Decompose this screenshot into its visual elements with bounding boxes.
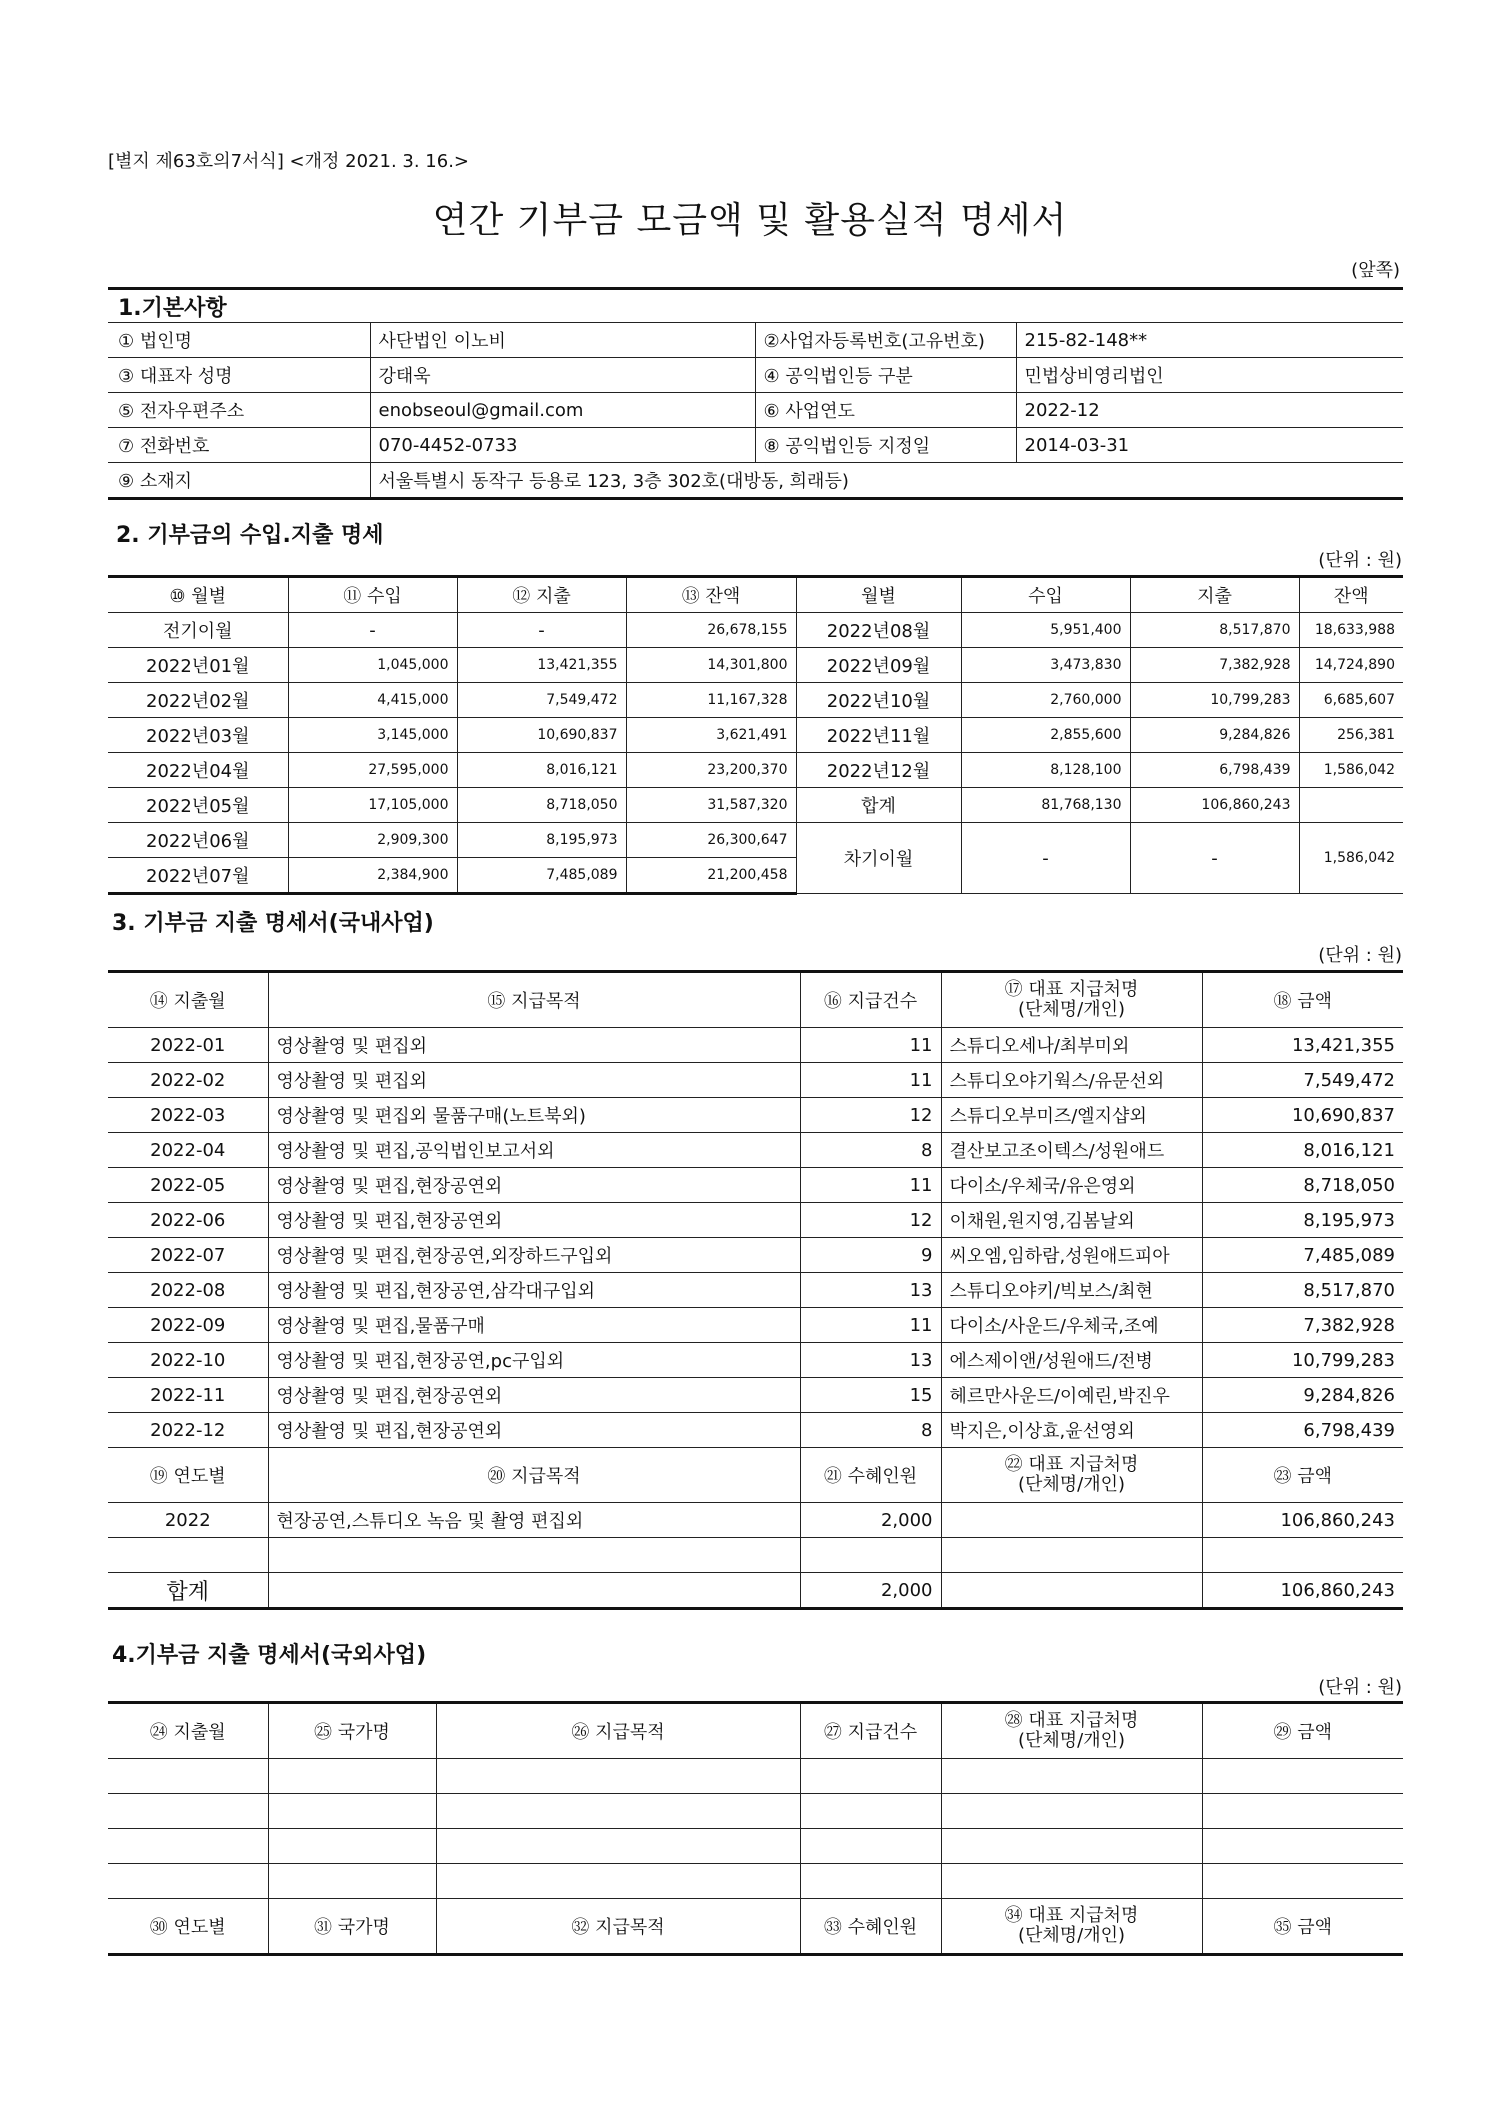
month-cell: 2022-02 <box>108 1063 268 1098</box>
carry-over-expense: - <box>1130 823 1299 894</box>
col-header: ㉑ 수혜인원 <box>800 1448 941 1503</box>
empty-cell <box>800 1538 941 1573</box>
header-line: ㉞ 대표 지급처명 <box>1004 1905 1139 1926</box>
amount-cell: 6,798,439 <box>1202 1413 1403 1448</box>
field-label: ① 법인명 <box>108 323 370 358</box>
balance-cell: 3,621,491 <box>626 718 796 753</box>
payee-cell: 스튜디오세나/최부미외 <box>941 1028 1202 1063</box>
expense-total: 106,860,243 <box>1130 788 1299 823</box>
purpose-cell: 영상촬영 및 편집,현장공연,외장하드구입외 <box>268 1238 800 1273</box>
total-label: 합계 <box>796 788 961 823</box>
header-line: (단체명/개인) <box>1017 1730 1126 1751</box>
purpose-cell: 영상촬영 및 편집,현장공연,삼각대구입외 <box>268 1273 800 1308</box>
count-cell: 15 <box>800 1378 941 1413</box>
form-number: [별지 제63호의7서식] <개정 2021. 3. 16.> <box>108 151 469 172</box>
empty-cell <box>941 1829 1202 1864</box>
header-line: (단체명/개인) <box>1017 1474 1126 1495</box>
col-header: 수입 <box>961 577 1130 613</box>
carry-over-label: 차기이월 <box>796 823 961 894</box>
corp-name-value: 사단법인 이노비 <box>370 323 755 358</box>
count-cell: 13 <box>800 1343 941 1378</box>
month-cell: 2022-05 <box>108 1168 268 1203</box>
payee-cell: 이채원,원지영,김봄날외 <box>941 1203 1202 1238</box>
count-cell: 8 <box>800 1413 941 1448</box>
amount-cell: 106,860,243 <box>1202 1503 1403 1538</box>
amount-cell: 8,718,050 <box>1202 1168 1403 1203</box>
purpose-cell: 영상촬영 및 편집외 물품구매(노트북외) <box>268 1098 800 1133</box>
expense-cell: 10,690,837 <box>457 718 626 753</box>
total-label: 합계 <box>108 1573 268 1609</box>
purpose-cell: 영상촬영 및 편집외 <box>268 1028 800 1063</box>
table-row <box>108 1829 1403 1864</box>
empty-cell <box>108 1759 268 1794</box>
balance-cell: 26,678,155 <box>626 613 796 648</box>
payee-cell: 박지은,이상효,윤선영외 <box>941 1413 1202 1448</box>
phone-value: 070-4452-0733 <box>370 428 755 463</box>
purpose-cell: 영상촬영 및 편집,공익법인보고서외 <box>268 1133 800 1168</box>
expense-cell: 8,718,050 <box>457 788 626 823</box>
balance-cell: 14,301,800 <box>626 648 796 683</box>
amount-total: 106,860,243 <box>1202 1573 1403 1609</box>
section-3-heading: 3. 기부금 지출 명세서(국내사업) <box>112 911 434 936</box>
col-header: ⑱ 금액 <box>1202 972 1403 1028</box>
purpose-cell: 영상촬영 및 편집,현장공연외 <box>268 1168 800 1203</box>
table-row <box>108 1273 1403 1308</box>
col-header: 잔액 <box>1299 577 1403 613</box>
empty-cell <box>268 1829 436 1864</box>
carry-over-balance: 1,586,042 <box>1299 823 1403 894</box>
balance-cell <box>1299 788 1403 823</box>
table-row <box>108 648 1403 683</box>
expense-cell: 8,517,870 <box>1130 613 1299 648</box>
col-header <box>941 1703 1202 1759</box>
payee-cell: 결산보고조이텍스/성원애드 <box>941 1133 1202 1168</box>
total-row <box>108 1573 1403 1609</box>
empty-cell <box>108 1538 268 1573</box>
col-header: ⑯ 지급건수 <box>800 972 941 1028</box>
col-header: ㉔ 지출월 <box>108 1703 268 1759</box>
month-cell: 2022년08월 <box>796 613 961 648</box>
col-header: ⑬ 잔액 <box>626 577 796 613</box>
field-label: ⑤ 전자우편주소 <box>108 393 370 428</box>
unit-label: (단위 : 원) <box>1318 1677 1402 1698</box>
year-cell: 2022 <box>108 1503 268 1538</box>
income-total: 81,768,130 <box>961 788 1130 823</box>
col-header: ㉜ 지급목적 <box>436 1899 800 1955</box>
empty-cell <box>268 1538 800 1573</box>
income-cell: 3,145,000 <box>288 718 457 753</box>
month-cell: 2022년09월 <box>796 648 961 683</box>
count-cell: 8 <box>800 1133 941 1168</box>
month-cell: 2022-12 <box>108 1413 268 1448</box>
empty-cell <box>941 1573 1202 1609</box>
amount-cell: 13,421,355 <box>1202 1028 1403 1063</box>
income-cell: 2,384,900 <box>288 858 457 894</box>
empty-cell <box>941 1794 1202 1829</box>
header-line: (단체명/개인) <box>1017 999 1126 1020</box>
income-cell: 27,595,000 <box>288 753 457 788</box>
table-row <box>108 613 1403 648</box>
page-title: 연간 기부금 모금액 및 활용실적 명세서 <box>432 200 1068 241</box>
month-cell: 전기이월 <box>108 613 288 648</box>
month-cell: 2022-04 <box>108 1133 268 1168</box>
field-label: ④ 공익법인등 구분 <box>755 358 1016 393</box>
col-header: ㉗ 지급건수 <box>800 1703 941 1759</box>
month-cell: 2022년10월 <box>796 683 961 718</box>
month-cell: 2022-09 <box>108 1308 268 1343</box>
header-line: (단체명/개인) <box>1017 1925 1126 1946</box>
payee-cell: 스튜디오야기웍스/유문선외 <box>941 1063 1202 1098</box>
amount-cell: 8,517,870 <box>1202 1273 1403 1308</box>
empty-cell <box>941 1864 1202 1899</box>
purpose-cell: 영상촬영 및 편집,현장공연,pc구입외 <box>268 1343 800 1378</box>
expense-cell: 7,549,472 <box>457 683 626 718</box>
col-header: ⑳ 지급목적 <box>268 1448 800 1503</box>
corp-type-value: 민법상비영리법인 <box>1016 358 1403 393</box>
table-row <box>108 1864 1403 1899</box>
section-2-heading: 2. 기부금의 수입.지출 명세 <box>116 523 384 548</box>
month-cell: 2022-07 <box>108 1238 268 1273</box>
col-header: ㉖ 지급목적 <box>436 1703 800 1759</box>
balance-cell: 14,724,890 <box>1299 648 1403 683</box>
expense-cell: 7,382,928 <box>1130 648 1299 683</box>
month-cell: 2022년11월 <box>796 718 961 753</box>
table-row <box>108 1028 1403 1063</box>
header-line: ⑰ 대표 지급처명 <box>1004 979 1139 1000</box>
count-cell: 13 <box>800 1273 941 1308</box>
table-row <box>108 1503 1403 1538</box>
empty-cell <box>436 1864 800 1899</box>
month-cell: 2022년03월 <box>108 718 288 753</box>
expense-cell: - <box>457 613 626 648</box>
table-row <box>108 1378 1403 1413</box>
field-label: ⑥ 사업연도 <box>755 393 1016 428</box>
field-label: ⑦ 전화번호 <box>108 428 370 463</box>
income-cell: - <box>288 613 457 648</box>
month-cell: 2022-06 <box>108 1203 268 1238</box>
col-header: ㉝ 수혜인원 <box>800 1899 941 1955</box>
income-cell: 8,128,100 <box>961 753 1130 788</box>
month-cell: 2022년06월 <box>108 823 288 858</box>
balance-cell: 256,381 <box>1299 718 1403 753</box>
unit-label: (단위 : 원) <box>1318 550 1402 571</box>
domestic-expense-table <box>108 970 1403 1610</box>
table-row <box>108 1794 1403 1829</box>
expense-cell: 7,485,089 <box>457 858 626 894</box>
empty-cell <box>436 1829 800 1864</box>
col-header: ⑮ 지급목적 <box>268 972 800 1028</box>
col-header: 월별 <box>796 577 961 613</box>
table-row <box>108 1238 1403 1273</box>
col-header: ㉓ 금액 <box>1202 1448 1403 1503</box>
month-cell: 2022-11 <box>108 1378 268 1413</box>
empty-cell <box>1202 1864 1403 1899</box>
balance-cell: 26,300,647 <box>626 823 796 858</box>
month-cell: 2022-08 <box>108 1273 268 1308</box>
col-header: ㉚ 연도별 <box>108 1899 268 1955</box>
empty-cell <box>436 1759 800 1794</box>
amount-cell: 7,485,089 <box>1202 1238 1403 1273</box>
col-header: ⑪ 수입 <box>288 577 457 613</box>
col-header: ⑩ 월별 <box>108 577 288 613</box>
beneficiary-total: 2,000 <box>800 1573 941 1609</box>
table-row <box>108 1133 1403 1168</box>
col-header: ㉛ 국가명 <box>268 1899 436 1955</box>
col-header: ⑲ 연도별 <box>108 1448 268 1503</box>
beneficiary-cell: 2,000 <box>800 1503 941 1538</box>
header-line: ㉘ 대표 지급처명 <box>1004 1710 1139 1731</box>
section-1-heading: 1.기본사항 <box>108 289 1403 323</box>
month-cell: 2022-10 <box>108 1343 268 1378</box>
purpose-cell: 현장공연,스튜디오 녹음 및 촬영 편집외 <box>268 1503 800 1538</box>
payee-cell: 다이소/우체국/유은영외 <box>941 1168 1202 1203</box>
designation-date-value: 2014-03-31 <box>1016 428 1403 463</box>
empty-cell <box>268 1759 436 1794</box>
empty-cell <box>1202 1538 1403 1573</box>
income-cell: 1,045,000 <box>288 648 457 683</box>
month-cell: 2022년04월 <box>108 753 288 788</box>
purpose-cell: 영상촬영 및 편집,현장공연외 <box>268 1378 800 1413</box>
purpose-cell: 영상촬영 및 편집외 <box>268 1063 800 1098</box>
table-row <box>108 1538 1403 1573</box>
empty-cell <box>108 1794 268 1829</box>
expense-cell: 8,016,121 <box>457 753 626 788</box>
empty-cell <box>941 1538 1202 1573</box>
income-cell: 4,415,000 <box>288 683 457 718</box>
month-cell: 2022년05월 <box>108 788 288 823</box>
overseas-expense-table <box>108 1701 1403 1956</box>
carry-over-income: - <box>961 823 1130 894</box>
col-header: ⑭ 지출월 <box>108 972 268 1028</box>
table-row <box>108 1098 1403 1133</box>
income-cell: 17,105,000 <box>288 788 457 823</box>
table-row <box>108 788 1403 823</box>
balance-cell: 6,685,607 <box>1299 683 1403 718</box>
balance-cell: 23,200,370 <box>626 753 796 788</box>
expense-cell: 13,421,355 <box>457 648 626 683</box>
col-header <box>941 1448 1202 1503</box>
header-line: ㉒ 대표 지급처명 <box>1004 1454 1139 1475</box>
table-row <box>108 1343 1403 1378</box>
table-row <box>108 1413 1403 1448</box>
field-label: ②사업자등록번호(고유번호) <box>755 323 1016 358</box>
purpose-cell: 영상촬영 및 편집,현장공연외 <box>268 1413 800 1448</box>
count-cell: 12 <box>800 1203 941 1238</box>
balance-cell: 31,587,320 <box>626 788 796 823</box>
fiscal-year-value: 2022-12 <box>1016 393 1403 428</box>
month-cell: 2022-03 <box>108 1098 268 1133</box>
payee-cell: 다이소/사운드/우체국,조예 <box>941 1308 1202 1343</box>
table-row <box>108 1063 1403 1098</box>
basic-info-table <box>108 287 1403 500</box>
empty-cell <box>800 1864 941 1899</box>
table-row <box>108 1203 1403 1238</box>
count-cell: 11 <box>800 1168 941 1203</box>
representative-value: 강태욱 <box>370 358 755 393</box>
col-header: ㉙ 금액 <box>1202 1703 1403 1759</box>
table-row <box>108 1759 1403 1794</box>
income-expense-table <box>108 575 1403 895</box>
expense-cell: 9,284,826 <box>1130 718 1299 753</box>
table-row <box>108 718 1403 753</box>
count-cell: 11 <box>800 1028 941 1063</box>
business-number-value: 215-82-148** <box>1016 323 1403 358</box>
empty-cell <box>436 1794 800 1829</box>
income-cell: 3,473,830 <box>961 648 1130 683</box>
month-cell: 2022년07월 <box>108 858 288 894</box>
empty-cell <box>268 1573 800 1609</box>
count-cell: 9 <box>800 1238 941 1273</box>
payee-cell: 씨오엠,임하람,성원애드피아 <box>941 1238 1202 1273</box>
col-header: ㉟ 금액 <box>1202 1899 1403 1955</box>
empty-cell <box>941 1759 1202 1794</box>
income-cell: 5,951,400 <box>961 613 1130 648</box>
empty-cell <box>1202 1829 1403 1864</box>
income-cell: 2,909,300 <box>288 823 457 858</box>
field-label: ⑧ 공익법인등 지정일 <box>755 428 1016 463</box>
col-header <box>941 972 1202 1028</box>
empty-cell <box>108 1829 268 1864</box>
empty-cell <box>1202 1759 1403 1794</box>
month-cell: 2022년12월 <box>796 753 961 788</box>
amount-cell: 8,016,121 <box>1202 1133 1403 1168</box>
address-value: 서울특별시 동작구 등용로 123, 3층 302호(대방동, 희래등) <box>370 463 1403 499</box>
income-cell: 2,760,000 <box>961 683 1130 718</box>
purpose-cell: 영상촬영 및 편집,현장공연외 <box>268 1203 800 1238</box>
col-header <box>941 1899 1202 1955</box>
table-row <box>108 683 1403 718</box>
empty-cell <box>800 1759 941 1794</box>
section-4-heading: 4.기부금 지출 명세서(국외사업) <box>112 1643 427 1668</box>
table-row <box>108 1308 1403 1343</box>
amount-cell: 9,284,826 <box>1202 1378 1403 1413</box>
balance-cell: 21,200,458 <box>626 858 796 894</box>
payee-cell: 에스제이앤/성원애드/전병 <box>941 1343 1202 1378</box>
amount-cell: 10,799,283 <box>1202 1343 1403 1378</box>
table-row <box>108 753 1403 788</box>
email-value: enobseoul@gmail.com <box>370 393 755 428</box>
income-cell: 2,855,600 <box>961 718 1130 753</box>
col-header: 지출 <box>1130 577 1299 613</box>
field-label: ⑨ 소재지 <box>108 463 370 499</box>
payee-cell: 스튜디오야키/빅보스/최현 <box>941 1273 1202 1308</box>
amount-cell: 7,382,928 <box>1202 1308 1403 1343</box>
month-cell: 2022-01 <box>108 1028 268 1063</box>
field-label: ③ 대표자 성명 <box>108 358 370 393</box>
expense-cell: 10,799,283 <box>1130 683 1299 718</box>
unit-label: (단위 : 원) <box>1318 945 1402 966</box>
empty-cell <box>268 1864 436 1899</box>
payee-cell: 스튜디오부미즈/엘지샵외 <box>941 1098 1202 1133</box>
purpose-cell: 영상촬영 및 편집,물품구매 <box>268 1308 800 1343</box>
empty-cell <box>800 1794 941 1829</box>
count-cell: 12 <box>800 1098 941 1133</box>
balance-cell: 11,167,328 <box>626 683 796 718</box>
col-header: ⑫ 지출 <box>457 577 626 613</box>
month-cell: 2022년01월 <box>108 648 288 683</box>
table-row <box>108 823 1403 858</box>
expense-cell: 6,798,439 <box>1130 753 1299 788</box>
empty-cell <box>800 1829 941 1864</box>
expense-cell: 8,195,973 <box>457 823 626 858</box>
empty-cell <box>108 1864 268 1899</box>
table-row <box>108 1168 1403 1203</box>
empty-cell <box>268 1794 436 1829</box>
amount-cell: 7,549,472 <box>1202 1063 1403 1098</box>
amount-cell: 10,690,837 <box>1202 1098 1403 1133</box>
col-header: ㉕ 국가명 <box>268 1703 436 1759</box>
empty-cell <box>1202 1794 1403 1829</box>
count-cell: 11 <box>800 1308 941 1343</box>
month-cell: 2022년02월 <box>108 683 288 718</box>
amount-cell: 8,195,973 <box>1202 1203 1403 1238</box>
balance-cell: 1,586,042 <box>1299 753 1403 788</box>
side-label: (앞쪽) <box>1351 260 1400 281</box>
count-cell: 11 <box>800 1063 941 1098</box>
payee-cell <box>941 1503 1202 1538</box>
payee-cell: 헤르만사운드/이예린,박진우 <box>941 1378 1202 1413</box>
balance-cell: 18,633,988 <box>1299 613 1403 648</box>
